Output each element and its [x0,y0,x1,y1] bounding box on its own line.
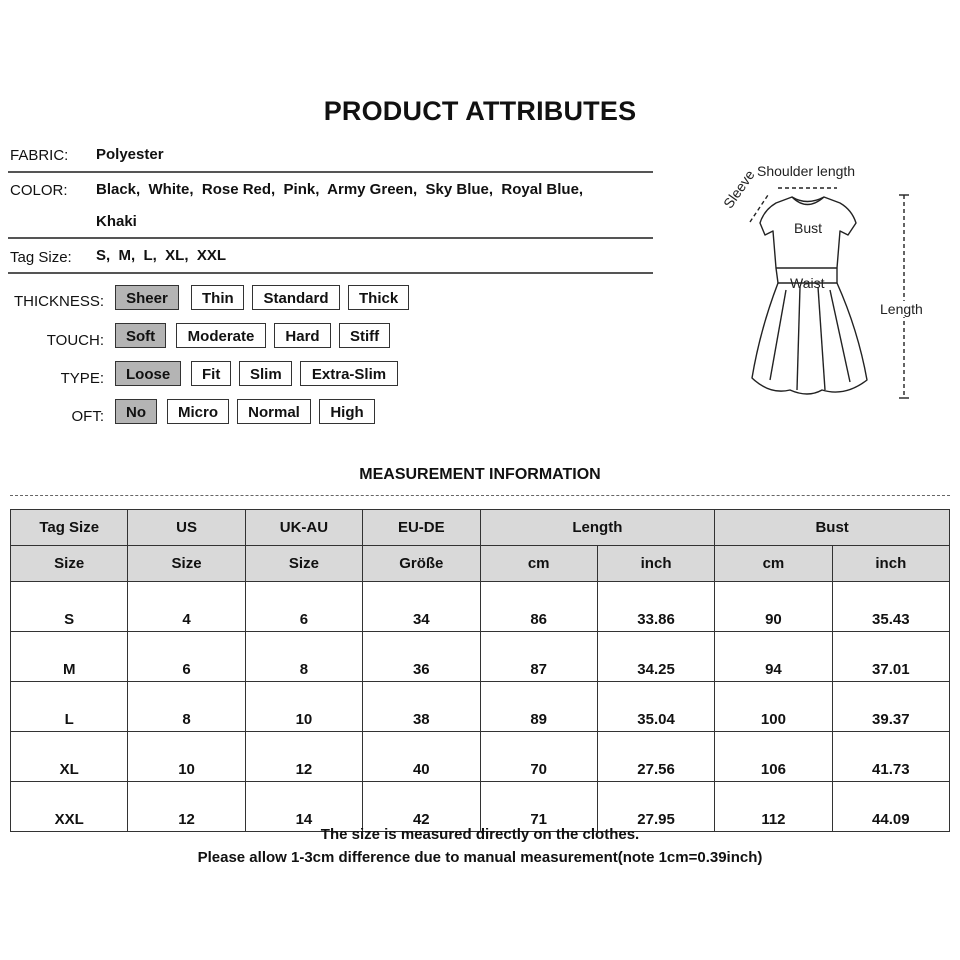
table-cell: 6 [245,582,362,632]
table-cell: XL [11,732,128,782]
header-cell: Tag Size [11,510,128,546]
table-subheader-row [11,546,950,582]
table-header-row [11,510,950,546]
table-cell: 35.43 [832,582,949,632]
oft-options [115,399,375,424]
table-cell: 37.01 [832,632,949,682]
thickness-option-thick: Thick [348,285,409,310]
color-value-line1: Black, White, Rose Red, Pink, Army Green, Sky Blue, Royal Blue, [96,181,584,198]
touch-option-moderate: Moderate [176,323,266,348]
header-cell: US [128,510,245,546]
oft-label: OFT: [71,408,104,425]
diagram-bust-label: Bust [794,220,823,236]
table-cell: 44.09 [832,782,949,832]
table-cell: 4 [128,582,245,632]
table-row [11,782,950,832]
header-cell: Größe [363,546,480,582]
table-cell: 12 [128,782,245,832]
thickness-option-standard: Standard [252,285,340,310]
table-cell: 33.86 [597,582,714,632]
touch-option-soft: Soft [115,323,166,348]
thickness-option-thin: Thin [191,285,244,310]
table-cell: 10 [245,682,362,732]
table-cell: 40 [363,732,480,782]
thickness-label: THICKNESS: [13,293,104,310]
note-line-2: Please allow 1-3cm difference due to manual measurement(note 1cm=0.39inch) [197,849,763,866]
divider [8,171,653,173]
table-cell: 38 [363,682,480,732]
tag-size-label: Tag Size: [10,249,72,266]
type-option-slim: Slim [239,361,292,386]
fabric-value: Polyester [96,146,164,163]
table-cell: L [11,682,128,732]
table-cell: 89 [480,682,597,732]
table-row [11,682,950,732]
type-option-extra-slim: Extra-Slim [300,361,398,386]
fabric-label: FABRIC: [10,147,69,164]
oft-option-high: High [319,399,375,424]
header-cell: Size [11,546,128,582]
type-label: TYPE: [60,370,104,387]
color-value-line2: Khaki [96,213,137,230]
divider [8,237,653,239]
color-label: COLOR: [10,182,68,199]
diagram-sleeve-label: Sleeve [720,166,758,212]
table-cell: 41.73 [832,732,949,782]
header-cell: Bust [715,510,950,546]
table-cell: 70 [480,732,597,782]
dress-measurement-diagram [700,150,940,410]
oft-option-no: No [115,399,157,424]
oft-option-micro: Micro [167,399,229,424]
header-cell: Length [480,510,715,546]
table-cell: 90 [715,582,832,632]
dashed-divider [10,495,950,496]
table-cell: 34.25 [597,632,714,682]
diagram-waist-label: Waist [790,275,825,291]
header-cell: UK-AU [245,510,362,546]
table-cell: 8 [245,632,362,682]
header-cell: cm [480,546,597,582]
type-option-fit: Fit [191,361,231,386]
note-line-1: The size is measured directly on the clothes. [320,826,640,843]
table-cell: 39.37 [832,682,949,732]
table-cell: 106 [715,732,832,782]
table-cell: 12 [245,732,362,782]
table-row [11,732,950,782]
table-cell: 27.56 [597,732,714,782]
table-cell: XXL [11,782,128,832]
table-cell: 112 [715,782,832,832]
table-cell: 42 [363,782,480,832]
table-cell: 8 [128,682,245,732]
touch-option-stiff: Stiff [339,323,390,348]
table-cell: 87 [480,632,597,682]
page-title: PRODUCT ATTRIBUTES [323,96,637,126]
table-cell: 35.04 [597,682,714,732]
table-cell: 71 [480,782,597,832]
header-cell: inch [597,546,714,582]
diagram-shoulder-label: Shoulder length [757,163,856,179]
table-cell: 10 [128,732,245,782]
table-row [11,632,950,682]
header-cell: Size [245,546,362,582]
table-cell: 100 [715,682,832,732]
table-cell: S [11,582,128,632]
table-cell: 27.95 [597,782,714,832]
table-row [11,582,950,632]
header-cell: Size [128,546,245,582]
thickness-option-sheer: Sheer [115,285,179,310]
table-cell: 34 [363,582,480,632]
table-cell: 94 [715,632,832,682]
header-cell: inch [832,546,949,582]
header-cell: EU-DE [363,510,480,546]
thickness-options [115,285,409,310]
type-options [115,361,398,386]
header-cell: cm [715,546,832,582]
measurement-title: MEASUREMENT INFORMATION [359,466,601,483]
type-option-loose: Loose [115,361,181,386]
table-cell: M [11,632,128,682]
oft-option-normal: Normal [237,399,311,424]
table-cell: 6 [128,632,245,682]
tag-size-value: S, M, L, XL, XXL [96,247,227,264]
divider [8,272,653,274]
size-chart-table [10,509,950,832]
table-cell: 86 [480,582,597,632]
table-cell: 14 [245,782,362,832]
touch-option-hard: Hard [274,323,331,348]
touch-options [115,323,390,348]
table-cell: 36 [363,632,480,682]
touch-label: TOUCH: [46,332,104,349]
diagram-length-label: Length [880,301,923,317]
